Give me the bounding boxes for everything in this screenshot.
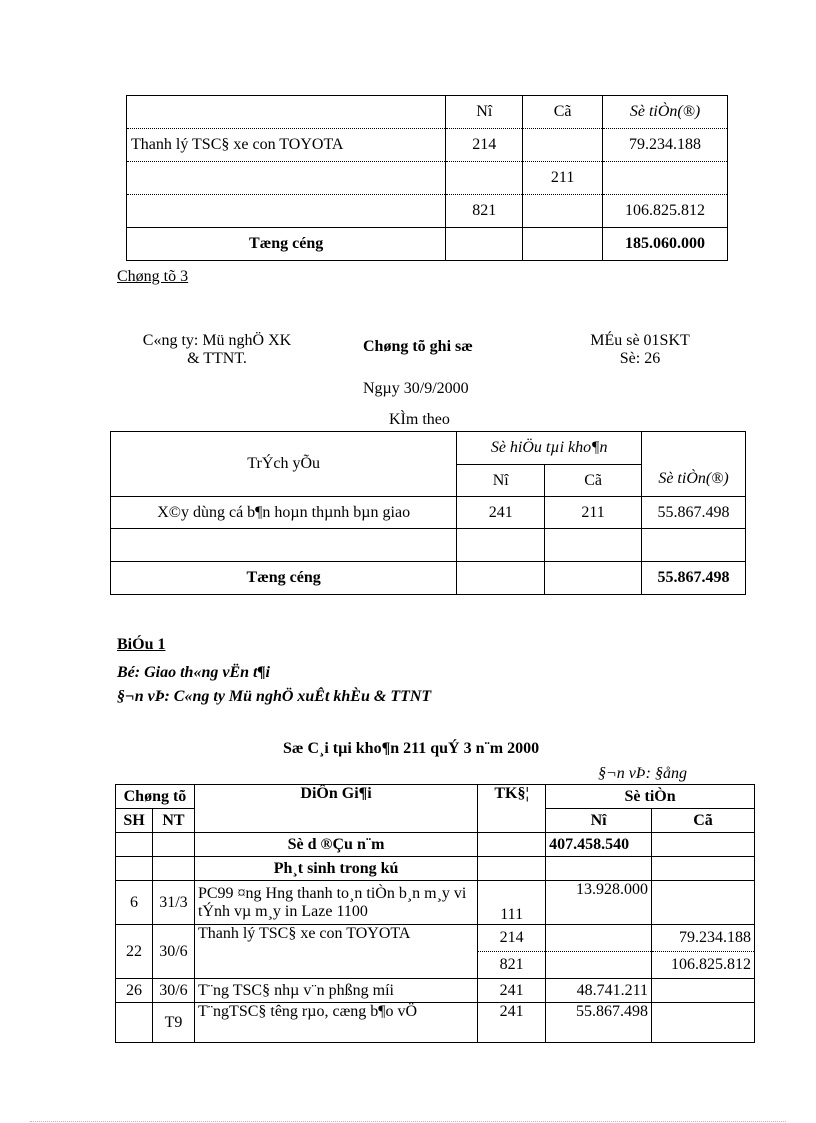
t3-header-nt: NT [152, 809, 194, 833]
t3-header-sh: SH [116, 809, 153, 833]
table-row [116, 881, 755, 925]
t3-acct: 241 [478, 1003, 546, 1043]
t3-empty-cell [546, 857, 652, 881]
t3-desc: T¨ngTSC§ têng rµo, cæng b¶o vÖ [194, 1003, 477, 1043]
period-label: Ph¸t sinh trong kú [194, 857, 477, 881]
t3-empty-cell [478, 833, 546, 857]
table-row [111, 529, 746, 562]
t2-empty-cell [642, 529, 746, 562]
form-info [560, 332, 720, 368]
t3-empty-cell [152, 857, 194, 881]
voucher-title: Chøng tõ 3 [117, 268, 189, 285]
t3-desc: Thanh lý TSC§ xe con TOYOTA [194, 925, 477, 979]
t2-no: 241 [457, 497, 545, 529]
t3-sh: 26 [116, 979, 153, 1003]
t3-sh: 22 [116, 925, 153, 979]
t1-amount: 79.234.188 [603, 129, 728, 162]
t2-header-desc: TrÝch yÕu [111, 432, 457, 497]
table-row [127, 162, 728, 195]
t3-empty-cell [116, 857, 153, 881]
t2-empty-cell [545, 529, 642, 562]
table-row [111, 497, 746, 529]
t3-acct: 111 [478, 881, 546, 925]
t1-no: 821 [446, 195, 523, 228]
t2-header-amount: Sè tiÒn(®) [642, 432, 746, 497]
voucher-number: Sè: 26 [619, 350, 661, 367]
t2-header-co: Cã [545, 465, 642, 497]
t3-no: 55.867.498 [546, 1003, 652, 1043]
table-row [116, 1003, 755, 1043]
t3-header-voucher: Chøng tõ [116, 785, 195, 809]
table-row [116, 925, 755, 952]
t2-empty-cell [545, 562, 642, 595]
voucher-date: Ngµy 30/9/2000 [363, 380, 469, 397]
table-row [127, 195, 728, 228]
opening-no: 407.458.540 [546, 833, 652, 857]
t1-amount: 106.825.812 [603, 195, 728, 228]
table-2 [110, 431, 746, 595]
t1-desc [127, 162, 446, 195]
t3-co: 106.825.812 [652, 952, 755, 979]
t3-desc: T¨ng TSC§ nhµ v¨n phßng míi [194, 979, 477, 1003]
t2-total-amount: 55.867.498 [642, 562, 746, 595]
table-row [127, 129, 728, 162]
t2-total-row [111, 562, 746, 595]
page-bottom-divider [30, 1121, 786, 1122]
t3-header-acct: TK§¦ [478, 785, 546, 833]
t3-header-no: Nî [546, 809, 652, 833]
t2-empty-cell [457, 529, 545, 562]
t3-nt: 30/6 [152, 925, 194, 979]
t3-co [652, 1003, 755, 1043]
t1-no: 214 [446, 129, 523, 162]
t1-total-blank-no [446, 228, 523, 261]
t3-empty-cell [652, 833, 755, 857]
t3-empty-cell [478, 857, 546, 881]
t3-acct: 214 [478, 925, 546, 952]
opening-label: Sè d ®Çu n¨m [194, 833, 477, 857]
ministry-label: Bé: Giao th«ng vËn t¶i [117, 664, 270, 681]
t3-empty-cell [546, 952, 652, 979]
table-row [116, 979, 755, 1003]
t3-nt: 30/6 [152, 979, 194, 1003]
opening-balance-row [116, 833, 755, 857]
t3-sh: 6 [116, 881, 153, 925]
ledger-table [115, 784, 755, 1043]
unit-label: §¬n vÞ: C«ng ty Mü nghÖ xuÊt khÈu & TTNT [117, 688, 432, 705]
t3-co [652, 979, 755, 1003]
company-line-2: & TTNT. [187, 350, 247, 367]
t3-co [652, 881, 755, 925]
t1-header-co: Cã [523, 96, 603, 129]
t3-empty-cell [652, 857, 755, 881]
t1-total-label: Tæng céng [127, 228, 446, 261]
t3-header-co: Cã [652, 809, 755, 833]
t1-co: 211 [523, 162, 603, 195]
t1-total-blank-co [523, 228, 603, 261]
t2-empty-cell [457, 562, 545, 595]
t1-total-row [127, 228, 728, 261]
t3-nt: 31/3 [152, 881, 194, 925]
table-1 [126, 95, 728, 261]
t2-total-label: Tæng céng [111, 562, 457, 595]
t3-header-desc: DiÔn Gi¶i [194, 785, 477, 833]
t2-co: 211 [545, 497, 642, 529]
t3-header-amount: Sè tiÒn [546, 785, 755, 809]
t2-empty-cell [111, 529, 457, 562]
form-code: MÉu sè 01SKT [590, 332, 690, 349]
t1-co [523, 195, 603, 228]
appendix-title: BiÓu 1 [117, 636, 166, 653]
ledger-title: Sæ C¸i tµi kho¶n 211 quÝ 3 n¨m 2000 [283, 740, 540, 757]
t2-amount: 55.867.498 [642, 497, 746, 529]
t3-no: 13.928.000 [546, 881, 652, 925]
t3-sh [116, 1003, 153, 1043]
t3-acct: 241 [478, 979, 546, 1003]
period-row [116, 857, 755, 881]
t3-no [546, 925, 652, 952]
t1-co [523, 129, 603, 162]
t1-amount [603, 162, 728, 195]
t1-desc [127, 195, 446, 228]
t3-co: 79.234.188 [652, 925, 755, 952]
doc-title: Chøng tõ ghi sæ [363, 338, 473, 355]
currency-unit: §¬n vÞ: §ång [598, 765, 687, 782]
t3-desc: PC99 ¤ng Hng thanh to¸n tiÒn b¸n m¸y vi tÝnh vµ m¸y in Laze 1100 [194, 881, 477, 925]
t1-header-amount: Sè tiÒn(®) [603, 96, 728, 129]
t2-desc: X©y dùng cá b¶n hoµn thµnh bµn giao [111, 497, 457, 529]
t3-acct: 821 [478, 952, 546, 979]
company-name [112, 332, 322, 368]
t1-header-blank [127, 96, 446, 129]
t1-total-amount: 185.060.000 [603, 228, 728, 261]
t3-nt: T9 [152, 1003, 194, 1043]
t1-desc: Thanh lý TSC§ xe con TOYOTA [127, 129, 446, 162]
company-line-1: C«ng ty: Mü nghÖ XK [142, 332, 292, 349]
t1-no [446, 162, 523, 195]
t1-header-no: Nî [446, 96, 523, 129]
t3-no: 48.741.211 [546, 979, 652, 1003]
t2-header-no: Nî [457, 465, 545, 497]
attached-label: KÌm theo [389, 411, 450, 428]
t3-empty-cell [152, 833, 194, 857]
t3-empty-cell [116, 833, 153, 857]
t2-header-account: Sè hiÖu tµi kho¶n [457, 432, 642, 465]
